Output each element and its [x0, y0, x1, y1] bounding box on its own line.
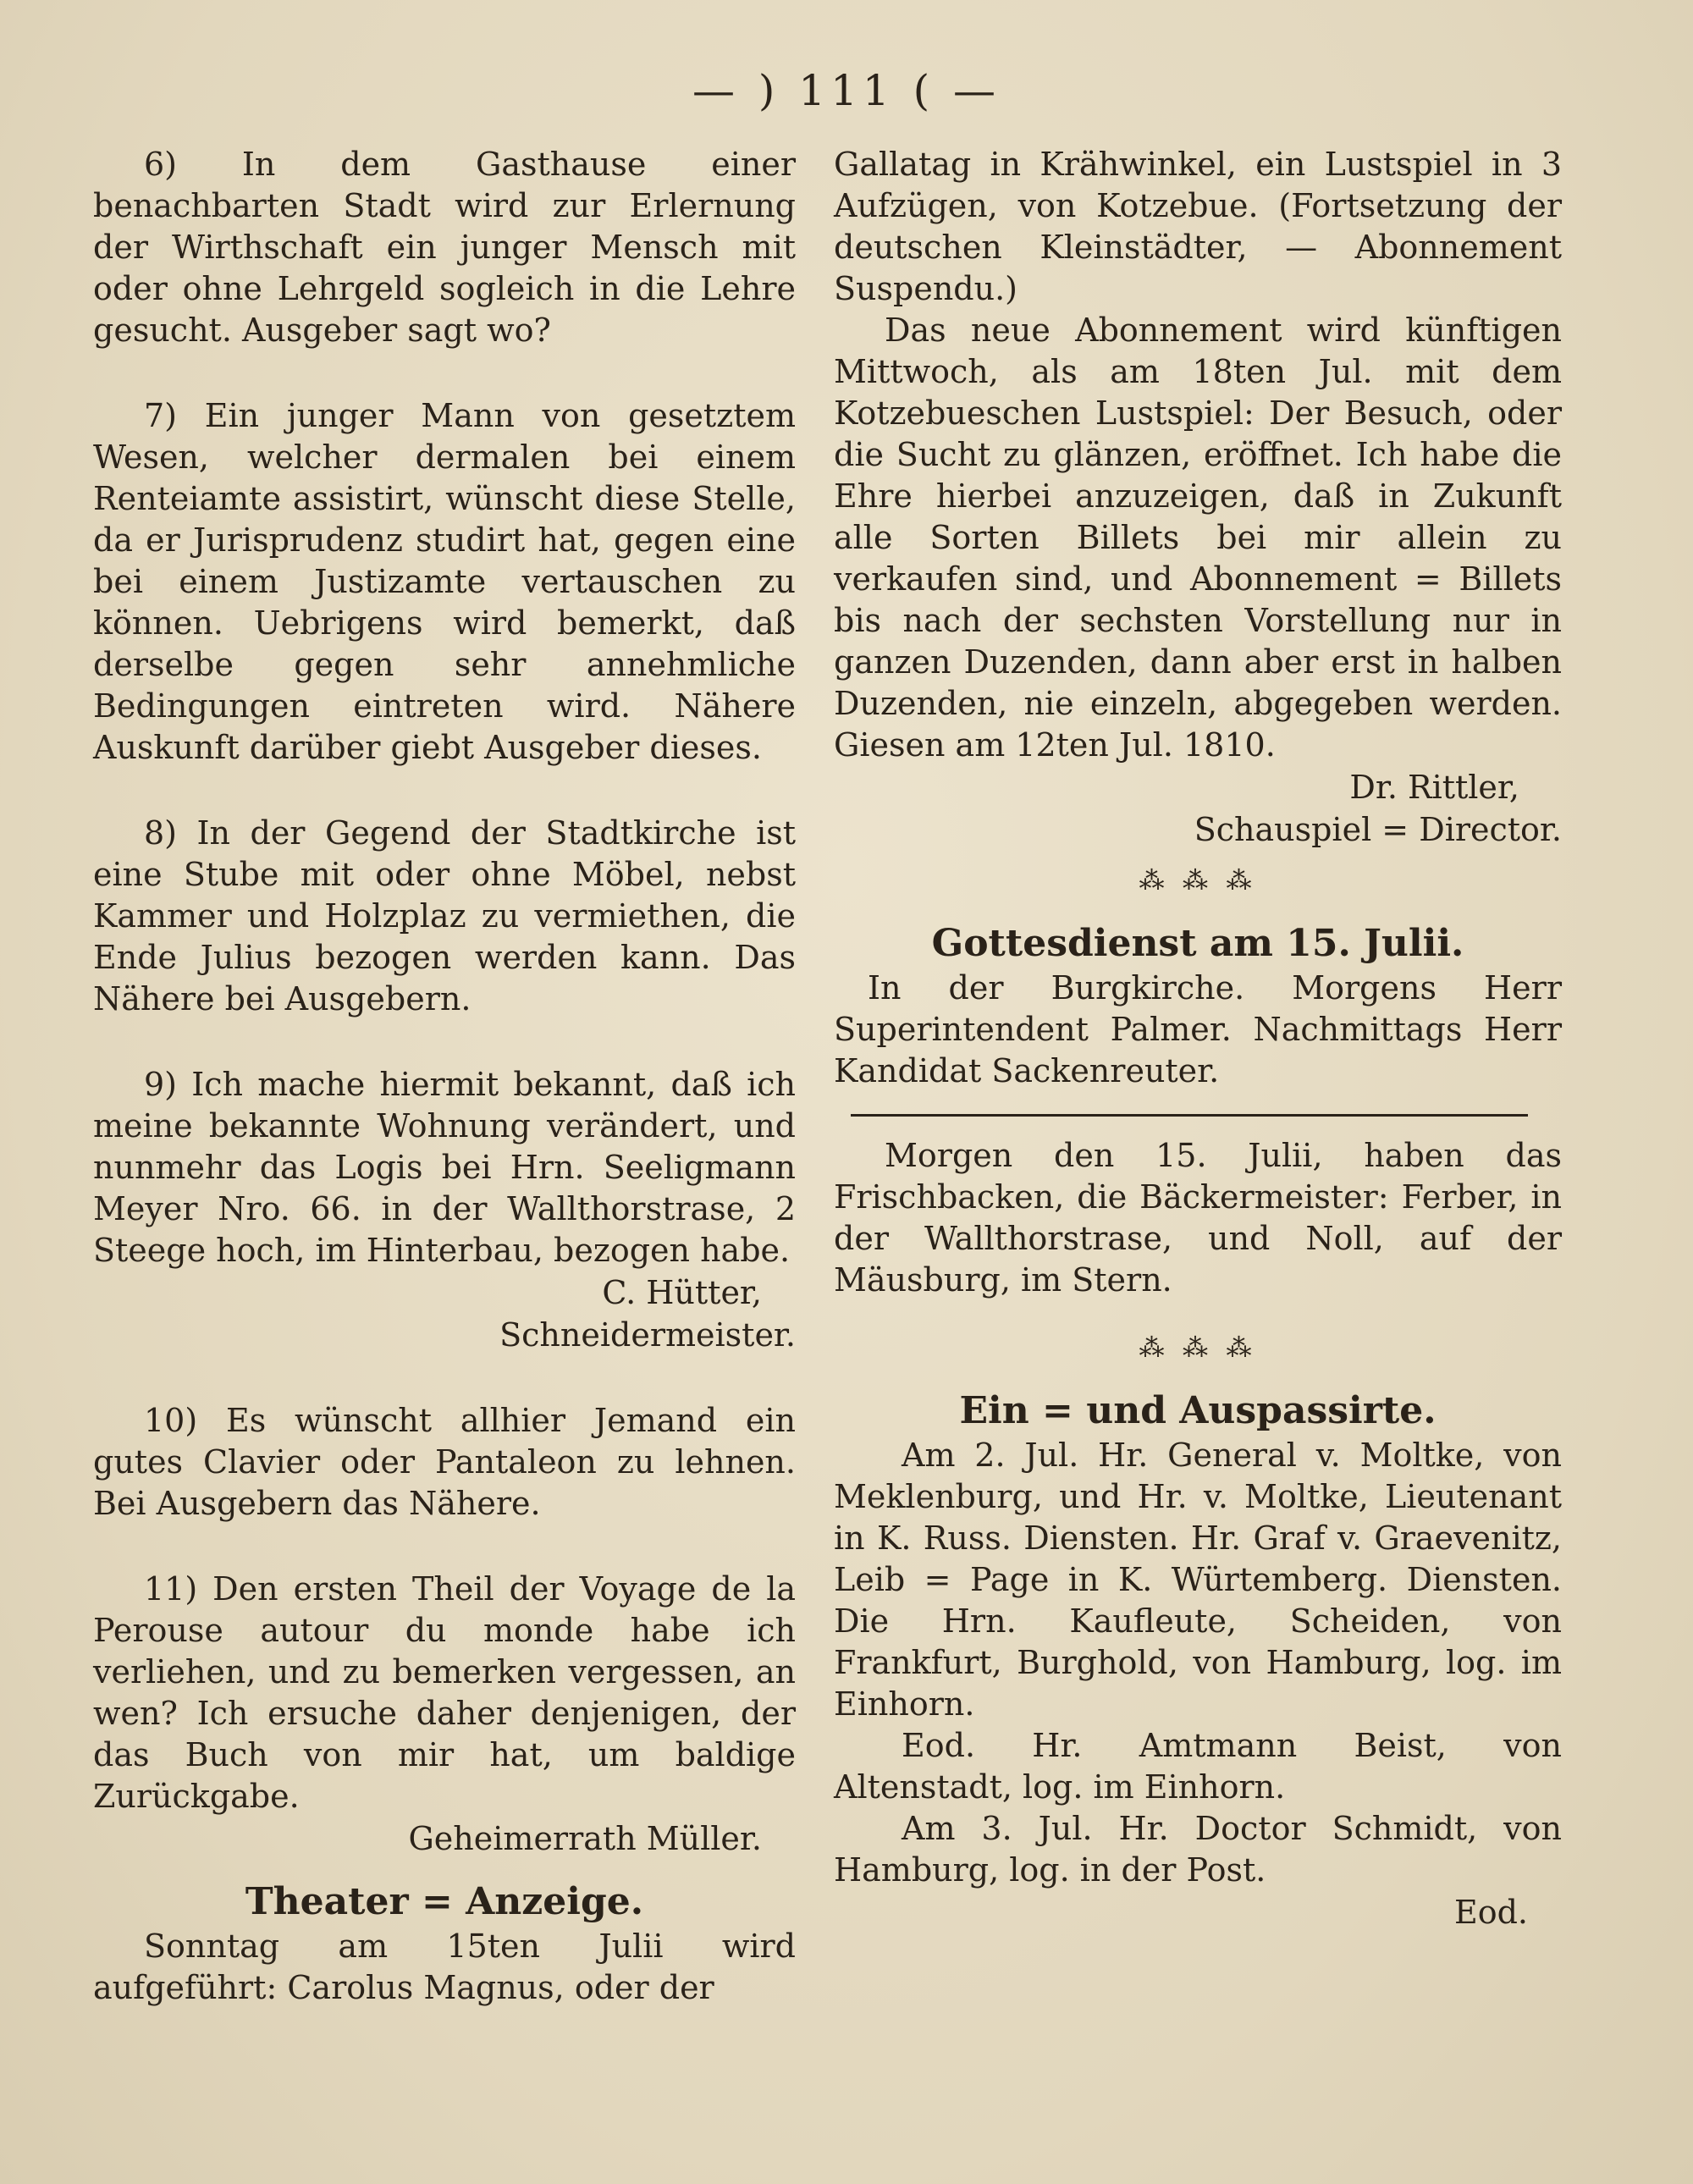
page-number: — ) 111 ( —: [692, 66, 1001, 115]
theater-notice: Das neue Abonnement wird künftigen Mittwoch, als am 18ten Jul. mit dem Kotzebueschen Lustspiel: Der Besuch, oder die Sucht zu glänzen, eröffnet. Ich habe die Ehre hierbei anzuzeigen, daß in Zukunft alle Sorten Billets bei mir allein zu verkaufen sind, und Abonnement = Billets bis nach der sechsten Vorstellung nur in ganzen Duzenden, dann aber erst in halben Duzenden, nie einzeln, abgegeben werden. Giesen am 12ten Jul. 1810.: [834, 312, 1562, 764]
divider-rule: [851, 1114, 1528, 1117]
ad-11-signature: Geheimerrath Müller.: [408, 1820, 762, 1857]
right-column: [834, 144, 1562, 1933]
catchword: Eod.: [1453, 1894, 1528, 1931]
arrivals-eod: Eod. Hr. Amtmann Beist, von Altenstadt, log. im Einhorn.: [834, 1727, 1562, 1806]
service-text: In der Burgkirche. Morgens Herr Superintendent Palmer. Nachmittags Herr Kandidat Sackenreuter.: [834, 969, 1562, 1089]
ad-6: 6) In dem Gasthause einer benachbarten Stadt wird zur Erlernung der Wirthschaft ein junger Mensch mit oder ohne Lehrgeld sogleich in die Lehre gesucht. Ausgeber sagt wo?: [93, 146, 796, 349]
theater-text: Sonntag am 15ten Julii wird aufgeführt: Carolus Magnus, oder der: [93, 1928, 796, 2006]
theater-continuation: Gallatag in Krähwinkel, ein Lustspiel in 3 Aufzügen, von Kotzebue. (Fortsetzung der deutschen Kleinstädter, — Abonnement Suspendu.): [834, 146, 1562, 307]
left-column: [93, 144, 796, 2009]
ad-9: 9) Ich mache hiermit bekannt, daß ich meine bekannte Wohnung verändert, und nunmehr das Logis bei Hrn. Seeligmann Meyer Nro. 66. in der Wallthorstrase, 2 Steege hoch, im Hinterbau, bezogen habe.: [93, 1066, 796, 1269]
theater-signature-title: Schauspiel = Director.: [1194, 811, 1562, 848]
arrivals-3-jul: Am 3. Jul. Hr. Doctor Schmidt, von Hamburg, log. in der Post.: [834, 1810, 1562, 1889]
ad-9-signature-name: C. Hütter,: [602, 1274, 762, 1311]
ornament-stars-2: ⁂ ⁂ ⁂: [1139, 1333, 1257, 1363]
ad-8: 8) In der Gegend der Stadtkirche ist eine Stube mit oder ohne Möbel, nebst Kammer und Holzplaz zu vermiethen, die Ende Julius bezogen werden kann. Das Nähere bei Ausgebern.: [93, 814, 796, 1018]
ad-11: 11) Den ersten Theil der Voyage de la Perouse autour du monde habe ich verliehen, und zu bemerken vergessen, an wen? Ich ersuche daher denjenigen, der das Buch von mir hat, um baldige Zurückgabe.: [93, 1570, 796, 1815]
theater-signature-name: Dr. Rittler,: [1349, 769, 1519, 806]
service-heading: Gottesdienst am 15. Julii.: [931, 922, 1464, 965]
ad-7: 7) Ein junger Mann von gesetztem Wesen, welcher dermalen bei einem Renteiamte assistirt, wünscht diese Stelle, da er Jurisprudenz studirt hat, gegen eine bei einem Justizamte vertauschen zu können. Uebrigens wird bemerkt, daß derselbe gegen sehr annehmliche Bedingungen eintreten wird. Nähere Auskunft darüber giebt Ausgeber dieses.: [93, 397, 796, 766]
ad-9-signature-title: Schneidermeister.: [499, 1316, 796, 1354]
theater-heading: Theater = Anzeige.: [245, 1880, 644, 1923]
arrivals-heading: Ein = und Auspassirte.: [959, 1389, 1437, 1432]
ad-10: 10) Es wünscht allhier Jemand ein gutes Clavier oder Pantaleon zu lehnen. Bei Ausgebern das Nähere.: [93, 1402, 796, 1522]
ornament-stars-1: ⁂ ⁂ ⁂: [1139, 866, 1257, 896]
arrivals-2-jul: Am 2. Jul. Hr. General v. Moltke, von Meklenburg, und Hr. v. Moltke, Lieutenant in K. Russ. Diensten. Hr. Graf v. Graevenitz, Leib = Page in K. Würtemberg. Diensten. Die Hrn. Kaufleute, Scheiden, von Frankfurt, Burghold, von Hamburg, log. im Einhorn.: [834, 1437, 1562, 1723]
bakers-notice: Morgen den 15. Julii, haben das Frischbacken, die Bäckermeister: Ferber, in der Wallthorstrase, und Noll, auf der Mäusburg, im Stern.: [834, 1137, 1562, 1299]
